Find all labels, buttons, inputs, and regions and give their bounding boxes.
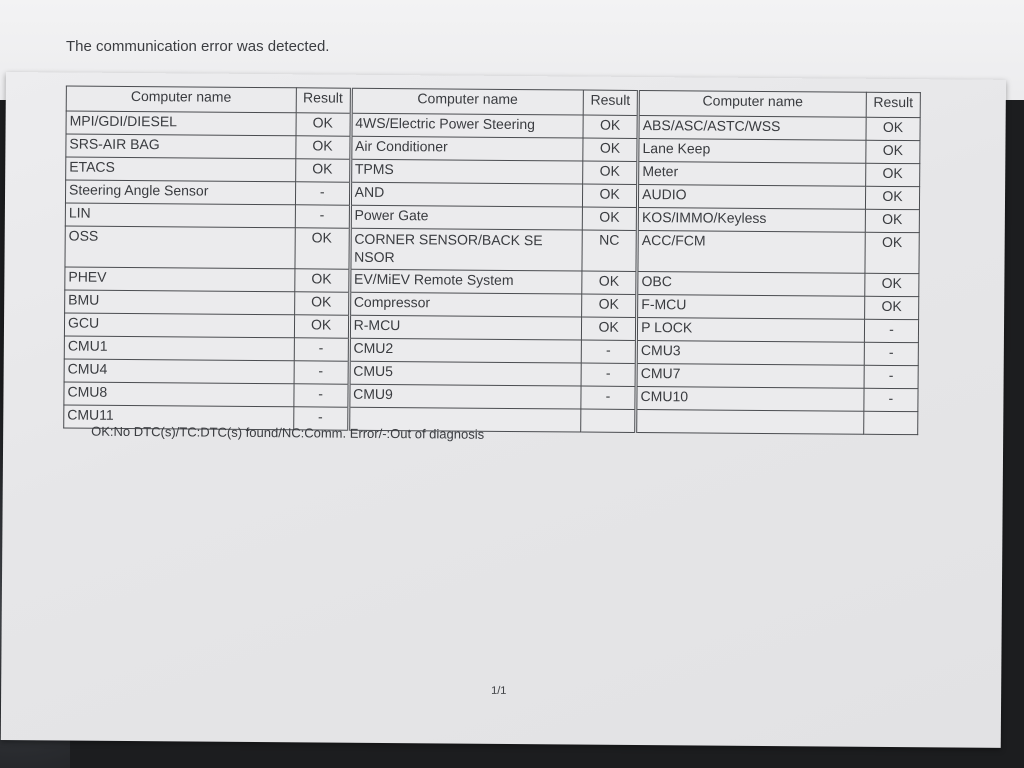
computer-name-cell: OSS — [65, 226, 295, 269]
result-cell: OK — [865, 232, 919, 273]
computer-name-cell — [636, 409, 864, 434]
computer-name-cell: CMU11 — [64, 405, 294, 430]
computer-name-cell: F-MCU — [637, 294, 865, 319]
computer-name-cell: CMU9 — [349, 384, 582, 409]
computer-name-cell: Power Gate — [350, 205, 583, 230]
diagnosis-results-table — [63, 85, 921, 435]
result-cell: - — [864, 319, 918, 342]
computer-name-cell: P LOCK — [637, 317, 865, 342]
computer-name-cell: CMU7 — [636, 363, 864, 388]
result-cell: - — [864, 365, 918, 388]
computer-name-cell: CMU2 — [349, 338, 582, 363]
computer-name-cell: EV/MiEV Remote System — [349, 269, 582, 294]
result-cell: OK — [865, 273, 919, 296]
computer-name-cell: Compressor — [349, 292, 582, 317]
result-cell: OK — [865, 186, 919, 209]
computer-name-cell: BMU — [65, 290, 295, 315]
computer-name-cell: TPMS — [350, 159, 583, 184]
result-cell: - — [293, 384, 348, 407]
column-header-computer-name: Computer name — [66, 86, 296, 113]
result-cell: OK — [296, 113, 351, 136]
result-cell: NC — [582, 230, 637, 271]
computer-name-cell: AUDIO — [638, 184, 866, 209]
computer-name-cell: CMU1 — [64, 336, 294, 361]
computer-name-cell: CMU5 — [349, 361, 582, 386]
result-cell: - — [581, 386, 636, 409]
computer-name-cell: GCU — [64, 313, 294, 338]
result-cell: OK — [581, 317, 636, 340]
result-cell: - — [864, 388, 918, 411]
computer-name-cell: 4WS/Electric Power Steering — [351, 113, 584, 138]
computer-name-cell: CMU4 — [64, 359, 294, 384]
result-cell: OK — [294, 315, 349, 338]
result-cell: OK — [583, 161, 638, 184]
result-cell: - — [581, 363, 636, 386]
result-cell: OK — [295, 159, 350, 182]
computer-name-cell: LIN — [65, 203, 295, 228]
page-number: 1/1 — [491, 684, 507, 697]
computer-name-cell: Steering Angle Sensor — [65, 180, 295, 205]
computer-name-cell: CMU8 — [64, 382, 294, 407]
computer-name-cell: OBC — [637, 271, 865, 296]
result-cell: - — [295, 182, 350, 205]
column-header-result: Result — [866, 92, 920, 117]
result-cell: OK — [294, 292, 349, 315]
computer-name-cell: KOS/IMMO/Keyless — [637, 207, 865, 232]
column-header-result: Result — [583, 90, 638, 115]
table-body — [64, 111, 920, 435]
result-cell: OK — [866, 163, 920, 186]
column-header-result: Result — [296, 88, 351, 113]
result-cell: OK — [295, 228, 350, 269]
result-cell: OK — [582, 294, 637, 317]
computer-name-cell: SRS-AIR BAG — [66, 134, 296, 159]
report-page — [1, 72, 1006, 748]
result-cell: OK — [294, 269, 349, 292]
result-cell: OK — [865, 209, 919, 232]
computer-name-cell: Meter — [638, 161, 866, 186]
computer-name-cell: Air Conditioner — [350, 136, 583, 161]
result-cell: - — [293, 407, 348, 430]
result-cell: - — [294, 361, 349, 384]
computer-name-cell: CMU3 — [636, 340, 864, 365]
result-cell: OK — [866, 140, 920, 163]
result-cell: OK — [582, 207, 637, 230]
computer-name-cell: ETACS — [66, 157, 296, 182]
result-cell: OK — [295, 136, 350, 159]
computer-name-cell: MPI/GDI/DIESEL — [66, 111, 296, 136]
computer-name-cell: Lane Keep — [638, 138, 866, 163]
computer-name-cell: R-MCU — [349, 315, 582, 340]
result-cell — [864, 411, 918, 434]
computer-name-cell: ABS/ASC/ASTC/WSS — [638, 115, 866, 140]
computer-name-cell: CORNER SENSOR/BACK SE NSOR — [350, 228, 583, 271]
table-row — [65, 226, 919, 274]
result-cell: - — [295, 205, 350, 228]
computer-name-cell: ACC/FCM — [637, 230, 865, 273]
column-header-computer-name: Computer name — [351, 88, 584, 115]
result-cell: OK — [582, 271, 637, 294]
result-cell: OK — [866, 117, 920, 140]
computer-name-cell: AND — [350, 182, 583, 207]
result-cell: - — [294, 338, 349, 361]
result-cell: OK — [864, 296, 918, 319]
result-cell — [581, 409, 636, 432]
computer-name-cell: CMU10 — [636, 386, 864, 411]
computer-name-cell: PHEV — [65, 267, 295, 292]
result-legend: OK:No DTC(s)/TC:DTC(s) found/NC:Comm. Error/-:Out of diagnosis — [91, 423, 485, 442]
result-cell: OK — [583, 138, 638, 161]
column-header-computer-name: Computer name — [638, 90, 866, 117]
result-cell: OK — [583, 184, 638, 207]
result-cell: OK — [583, 115, 638, 138]
error-message: The communication error was detected. — [66, 38, 330, 55]
result-cell: - — [581, 340, 636, 363]
result-cell: - — [864, 342, 918, 365]
